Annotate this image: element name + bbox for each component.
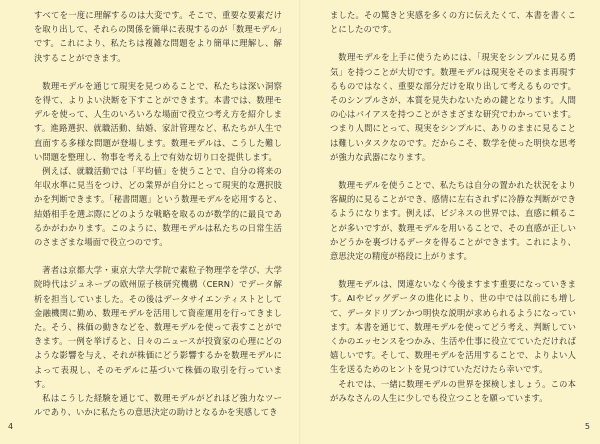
page-number: 4 [8, 422, 14, 431]
paragraph: 著者は京都大学・東京大学大学院で素粒子物理学を学び、大学院時代はジュネーブの欧州原子核研究機構（CERN）でデータ解析を担当していました。その後はデータサイエンティストとして金融機関に勤め、数理モデルを活用して資産運用を行ってきました。そう、株価の動きなどを、数理モデルを使って表すことができます。一例を挙げると、日々のニュースが投資家の心理にどのような影響を与え、それが株価にどう影響するかを数理モデルによって表現し、そのモデルに基づいて株価の取引を行っています。 [34, 265, 282, 389]
right-page-body [330, 8, 576, 405]
paragraph: それでは、一緒に数理モデルの世界を探検しましょう。この本がみなさんの人生に少しでも役立つことを願っています。 [330, 378, 576, 403]
paragraph: 数理モデルを通じて現実を見つめることで、私たちは深い洞察を得て、よりよい決断を下すことができます。本書では、数理モデルを使って、人生のいろいろな場面で役立つ考え方を紹介します。進路選択、就職活動、結婚、家計管理など、私たちが人生で直面する多様な問題が登場します。数理モデルは、こうした難しい問題を整理し、物事を考える上で有効な切り口を提供します。 [34, 80, 282, 162]
page-number: 5 [584, 422, 590, 431]
paragraph: 数理モデルを使うことで、私たちは自分の置かれた状況をより客観的に見ることができ、感情に左右されずに冷静な判断ができるようになります。例えば、ビジネスの世界では、直感に頼ることが多いですが、数理モデルを用いることで、その直感が正しいかどうかを裏づけるデータを得ることができます。これにより、意思決定の精度が格段に上がります。 [330, 180, 576, 262]
paragraph: すべてを一度に理解するのは大変です。そこで、重要な要素だけを取り出して、それらの関係を簡単に表現するのが「数理モデル」です。これにより、私たちは複雑な問題をより簡単に理解し、解決することができます。 [34, 10, 282, 63]
left-page-body [34, 8, 282, 419]
paragraph: 私はこうした経験を通じて、数理モデルがどれほど強力なツールであり、いかに私たちの意思決定の助けとなるかを実感してき [34, 393, 282, 418]
paragraph: 例えば、就職活動では「平均値」を使うことで、自分の将来の年収水準に見当をつけ、どの業界が自分にとって現実的な選択肢かを判断できます。「秘書問題」という数理モデルを応用すると、結婚相手を選ぶ際にどのような戦略を取るのが数学的に最良であるかがわかります。このように、数理モデルは私たちの日常生活のさまざまな場面で役立つのです。 [34, 166, 282, 248]
paragraph: ました。その驚きと実感を多くの方に伝えたくて、本書を書くことにしたのです。 [330, 10, 576, 35]
right-page [300, 0, 600, 444]
paragraph: 数理モデルは、関連ないなく今後ますます重要になっていきます。AIやビッグデータの進化により、世の中では以前にも増して、データドリブンかつ明快な説明が求められるようになっています。本書を通じて、数理モデルを使ってどう考え、判断していくかのエッセンスをつかみ、生活や仕事に役立てていただければ嬉しいです。そして、数理モデルを活用することで、よりよい人生を送るためのヒントを見つけていただけたら幸いです。 [330, 279, 576, 375]
paragraph: 数理モデルを上手に使うためには、「現実をシンプルに見る勇気」を持つことが大切です。数理モデルは現実をそのまま再現するものではなく、重要な部分だけを取り出して考えるものです。そのシンプルさが、本質を見失わないための鍵となります。人間の心はバイアスを持つことがさまざまな研究でわかっています。つまり人間にとって、現実をシンプルに、ありのままに見ることは難しいタスクなのです。だからこそ、数学を使った明快な思考が強力な武器になります。 [330, 52, 576, 162]
